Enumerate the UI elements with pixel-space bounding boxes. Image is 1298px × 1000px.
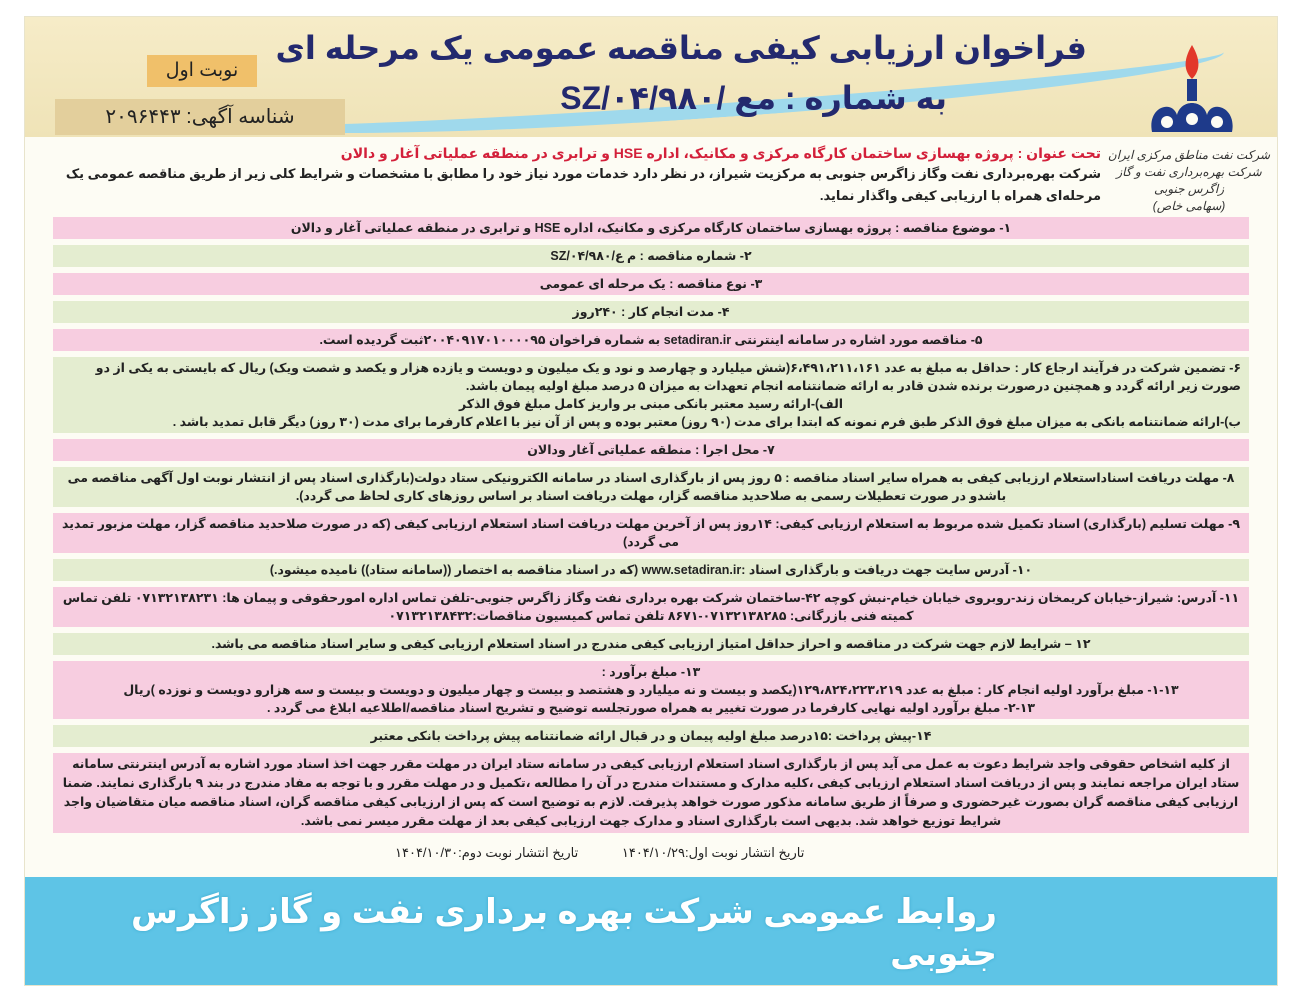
item-6-option-a: الف)-ارائه رسید معتبر بانکی مبنی بر واریز کامل مبلغ فوق الذکر [458, 397, 844, 411]
item-13 [53, 661, 1249, 719]
logo-line: (سهامی خاص) [1152, 199, 1226, 213]
items-list [53, 217, 1249, 833]
ad-id: شناسه آگهی: ۲۰۹۶۴۴۳ [55, 99, 345, 135]
second-publication-date: تاریخ انتشار نوبت دوم:۱۴۰۴/۱۰/۳۰ [395, 845, 579, 860]
publication-dates [25, 843, 1277, 863]
item-6-option-b: ب)-ارائه ضمانتنامه بانکی به میزان مبلغ فوق الذکر طبق فرم نمونه که ابتدا برای مدت (۹۰ روز) معتبر بوده و پس از آن نیز با اعلام کارفرما برای مدت (۳۰ روز) دیگر قابل تمدید باشد . [172, 415, 1241, 429]
item-5: ۵- مناقصه مورد اشاره در سامانه اینترنتی setadiran.ir به شماره فراخوان ۲۰۰۴۰۹۱۷۰۱۰۰۰۰۹۵ثبت گردیده است. [53, 329, 1249, 351]
first-publication-date: تاریخ انتشار نوبت اول:۱۴۰۴/۱۰/۲۹ [621, 845, 805, 860]
item-4: ۴- مدت انجام کار : ۲۴۰روز [53, 301, 1249, 323]
item-11: ۱۱- آدرس: شیراز-خیابان کریمخان زند-روبروی خیابان خیام-نبش کوچه ۴۲-ساختمان شرکت بهره برداری نفت وگاز زاگرس جنوبی-تلفن تماس اداره امورحقوقی و پیمان ها: ۰۷۱۳۲۱۳۸۲۳۱ تلفن تماس کمیته فنی بازرگانی: ۰۷۱۳۲۱۳۸۲۸۵-۸۶۷۱ تلفن تماس کمیسیون مناقصات:۰۷۱۳۲۱۳۸۴۳۲ [53, 587, 1249, 627]
item-12: ۱۲ – شرایط لازم جهت شرکت در مناقصه و احراز حداقل امتیاز ارزیابی کیفی مندرج در اسناد استعلام ارزیابی کیفی و سایر اسناد مناقصه می باشد. [53, 633, 1249, 655]
item-10: ۱۰- آدرس سایت جهت دریافت و بارگذاری اسناد :www.setadiran.ir (که در اسناد مناقصه به اختصار ((سامانه ستاد)) نامیده میشود.) [53, 559, 1249, 581]
item-6-text: ۶- تضمین شرکت در فرآیند ارجاع کار : حداقل به مبلغ به عدد ۶،۴۹۱،۲۱۱،۱۶۱(شش میلیارد و چهارصد و نود و یک میلیون و دویست و یازده هزار و یکصد و شصت ویک) ریال که بایستی به یکی از دو صورت زیر ارائه گردد و همچنین درصورت برنده شدن قادر به ارائه ضمانتنامه انجام تعهدات به میزان ۵ درصد مبلغ اولیه پیمان باشد. [95, 361, 1241, 393]
footer-public-relations: روابط عمومی شرکت بهره برداری نفت و گاز زاگرس جنوبی [131, 893, 997, 973]
nioc-logo-icon [1137, 37, 1247, 147]
item-9: ۹- مهلت تسلیم (بارگذاری) اسناد تکمیل شده مربوط به استعلام ارزیابی کیفی: ۱۴روز پس از آخرین مهلت دریافت اسناد استعلام ارزیابی کیفی (که در صورت صلاحدید مناقصه گزار، مهلت مزبور تمدید می گردد) [53, 513, 1249, 553]
subject-heading: تحت عنوان : پروژه بهسازی ساختمان کارگاه مرکزی و مکانیک، اداره HSE و ترابری در منطقه عملیاتی آغار و دالان [340, 145, 1101, 161]
item-13-1: ۱-۱۳- مبلغ برآورد اولیه انجام کار : مبلغ به عدد ۱۲۹،۸۲۴،۲۲۳،۲۱۹(یکصد و بیست و نه میلیارد و هشتصد و بیست و چهار میلیون و دویست و بیست و سه هزارو دویست و نوزده )ریال [123, 683, 1179, 697]
item-7: ۷- محل اجرا : منطقه عملیاتی آغار ودالان [53, 439, 1249, 461]
header-banner [25, 17, 1277, 137]
item-8: ۸- مهلت دریافت اسناداستعلام ارزیابی کیفی به همراه سایر اسناد مناقصه : ۵ روز پس از بارگذاری اسناد در سامانه الکترونیکی ستاد دولت(بارگذاری اسناد پس از انتشار نوبت اول آگهی مناقصه می باشدو در صورت تعطیلات رسمی به صلاحدید مناقصه گزار، مهلت دریافت اسناد بر اساس روزهای کاری لحاظ می گردد). [53, 467, 1249, 507]
tender-number-title: به شماره : مع /۰۴/۹۸۰/SZ [560, 80, 947, 116]
item-1: ۱- موضوع مناقصه : پروژه بهسازی ساختمان کارگاه مرکزی و مکانیک، اداره HSE و ترابری در منطقه عملیاتی آغار و دالان [53, 217, 1249, 239]
item-13-2: ۲-۱۳- مبلغ برآورد اولیه نهایی کارفرما در صورت تغییر به همراه صورتجلسه توضیح و تشریح اسناد مناقصه/اطلاعیه ابلاغ می گردد . [266, 701, 1036, 715]
item-13-heading: ۱۳- مبلغ برآورد : [601, 665, 701, 679]
invitation-paragraph: از کلیه اشخاص حقوقی واجد شرایط دعوت به عمل می آید پس از بارگذاری اسناد استعلام ارزیابی کیفی در سامانه ستاد ایران در مهلت مقرر جهت اخذ اسناد مورد اشاره به آدرس اینترنتی سامانه ستاد ایران مراجعه نمایند و پس از دریافت اسناد استعلام ارزیابی کیفی ،کلیه مدارک و مستندات مندرج در آن را مطالعه ،تکمیل و در مهلت مقرر و با توجه به مفاد مندرج در بند ۹ بارگذاری نمایند. ضمنا ارزیابی کیفی مناقصه گران بصورت غیرحضوری و صرفاً از طریق سامانه مذکور صورت خواهد پذیرفت. لازم به توضیح است که پس از ارزیابی کیفی مناقصه گران، اسناد مناقصه میان متقاضیان واجد شرایط توزیع خواهد شد. بدیهی است بارگذاری اسناد و مدارک جهت ارزیابی کیفی بعد از مهلت مقرر میسر نمی باشد. [53, 753, 1249, 833]
footer-banner [25, 877, 1277, 985]
round-badge: نوبت اول [147, 55, 257, 87]
notice-title: فراخوان ارزیابی کیفی مناقصه عمومی یک مرحله ای [275, 30, 1087, 66]
item-14: ۱۴-پیش پرداخت :۱۵درصد مبلغ اولیه پیمان و در قبال ارائه ضمانتنامه پیش پرداخت بانکی معتبر [53, 725, 1249, 747]
intro-paragraph: شرکت بهره‌برداری نفت وگاز زاگرس جنوبی به مرکزیت شیراز، در نظر دارد خدمات مورد نیاز خود را مطابق با مشخصات و شرایط کلی زیر از طریق مناقصه عمومی یک مرحله‌ای همراه با ارزیابی کیفی واگذار نماید. [65, 166, 1101, 203]
logo-line: شرکت بهره‌برداری نفت و گاز زاگرس جنوبی [1116, 165, 1262, 196]
item-3: ۳- نوع مناقصه : یک مرحله ای عمومی [53, 273, 1249, 295]
tender-notice [24, 16, 1278, 986]
item-6 [53, 357, 1249, 433]
intro-block [53, 143, 1101, 207]
item-2: ۲- شماره مناقصه : م ع/۰۴/۹۸۰/SZ [53, 245, 1249, 267]
logo-line: شرکت نفت مناطق مرکزی ایران [1107, 148, 1271, 162]
company-logo-text [1107, 147, 1271, 215]
